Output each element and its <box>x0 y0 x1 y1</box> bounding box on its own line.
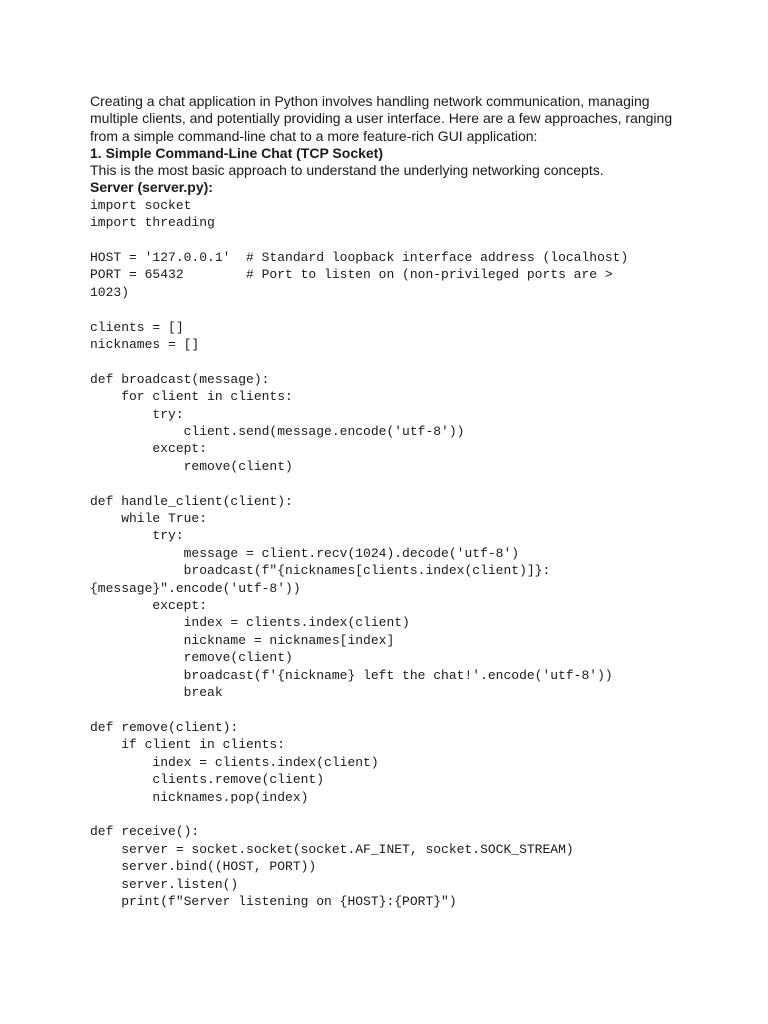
code-line: import threading <box>90 215 215 231</box>
code-line: 1023) <box>90 284 130 300</box>
code-line: server = socket.socket(socket.AF_INET, socket.SOCK_STREAM) <box>90 841 574 857</box>
code-line: def handle_client(client): <box>90 493 293 509</box>
code-line <box>90 353 680 370</box>
intro-paragraph: Creating a chat application in Python involves handling network communication, managing multiple clients, and potentially providing a user interface. Here are a few approaches, ranging from a simple command-line chat to a more feature-rich GUI application: <box>90 93 673 144</box>
code-line: clients = [] <box>90 319 184 335</box>
code-line: remove(client) <box>90 650 293 666</box>
code-line: nicknames = [] <box>90 337 200 352</box>
code-line: if client in clients: <box>90 737 286 753</box>
code-line: def receive(): <box>90 824 200 840</box>
section-heading: 1. Simple Command-Line Chat (TCP Socket) <box>90 144 384 161</box>
code-line: try: <box>90 528 184 544</box>
code-line: message = client.recv(1024).decode('utf-8') <box>90 545 520 561</box>
code-line <box>90 232 680 249</box>
code-line: clients.remove(client) <box>90 772 325 788</box>
code-line: index = clients.index(client) <box>90 615 410 631</box>
code-line: index = clients.index(client) <box>90 754 379 770</box>
code-line: {message}".encode('utf-8')) <box>90 580 301 596</box>
code-line <box>90 806 680 823</box>
code-line: import socket <box>90 197 192 213</box>
document-content <box>90 93 680 910</box>
section-description: This is the most basic approach to understand the underlying networking concepts. <box>90 162 604 179</box>
code-line: broadcast(f"{nicknames[clients.index(client)]}: <box>90 563 551 579</box>
code-line: try: <box>90 406 184 422</box>
code-line: while True: <box>90 511 208 527</box>
code-line: server.bind((HOST, PORT)) <box>90 859 317 875</box>
code-line: client.send(message.encode('utf-8')) <box>90 424 465 440</box>
code-line <box>90 301 680 318</box>
file-heading: Server (server.py): <box>90 179 213 196</box>
code-line: print(f"Server listening on {HOST}:{PORT}") <box>90 893 457 909</box>
code-line: broadcast(f'{nickname} left the chat!'.encode('utf-8')) <box>90 667 613 683</box>
code-line: break <box>90 685 223 701</box>
code-line: nicknames.pop(index) <box>90 789 309 805</box>
code-line: for client in clients: <box>90 389 293 405</box>
code-line: server.listen() <box>90 876 239 892</box>
code-line: def broadcast(message): <box>90 371 270 387</box>
code-line <box>90 475 680 492</box>
code-line <box>90 702 680 719</box>
code-line: HOST = '127.0.0.1' # Standard loopback interface address (localhost) <box>90 249 629 265</box>
code-line: except: <box>90 598 208 614</box>
code-line: def remove(client): <box>90 719 239 735</box>
code-line: PORT = 65432 # Port to listen on (non-privileged ports are > <box>90 267 613 283</box>
code-line: remove(client) <box>90 458 293 474</box>
code-line: except: <box>90 441 208 457</box>
code-line: nickname = nicknames[index] <box>90 632 395 648</box>
code-block <box>90 197 680 911</box>
